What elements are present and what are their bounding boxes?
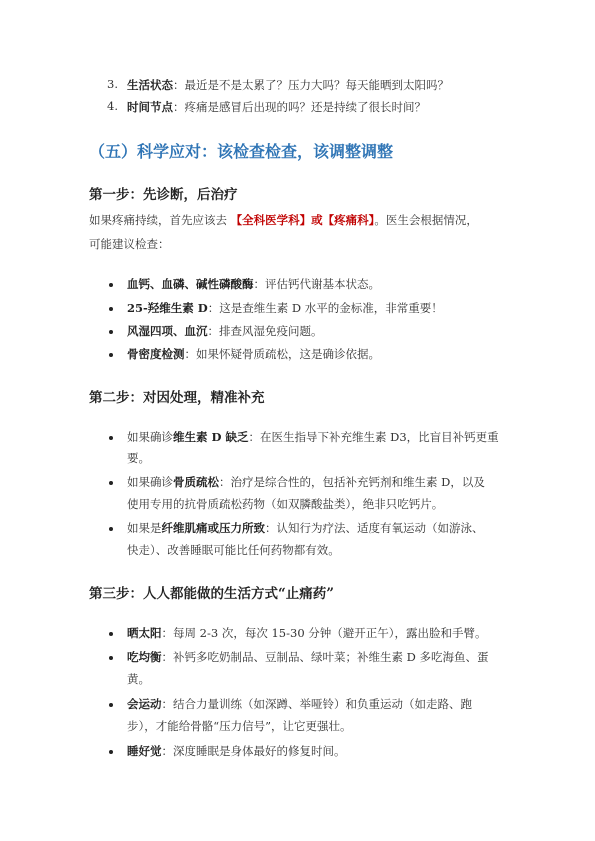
list-item-text: ：治疗是综合性的，包括补充钙剂和维生素 D，以及 [219,475,485,489]
list-item-continuation: 要。 [127,451,150,465]
list-item-text: ：如果怀疑骨质疏松，这是确诊依据。 [184,347,380,361]
step1-intro-text: 如果疼痛持续，首先应该去 [89,213,231,227]
bullet-icon [109,703,113,707]
list-item-continuation: 步），才能给骨骼“压力信号”，让它更强壮。 [127,719,352,733]
list-item-label: 纤维肌痛或压力所致 [161,521,265,535]
step1-intro [89,212,478,228]
list-item-continuation: 黄。 [127,672,150,686]
list-item-text: ：最近是不是太累了？压力大吗？每天能晒到太阳吗？ [173,78,449,92]
list-item [127,99,426,115]
section-title: （五）科学应对：该检查检查，该调整调整 [89,142,394,161]
list-item-prefix: 如果是 [127,521,162,535]
list-item-label: 吃均衡 [127,650,162,664]
list-number: 4. [107,99,118,113]
list-item-text: ：认知行为疗法、适度有氧运动（如游泳、 [265,521,484,535]
list-item [127,625,487,641]
list-item-text: ：结合力量训练（如深蹲、举哑铃）和负重运动（如走路、跑 [161,697,472,711]
list-item-text: ：评估钙代谢基本状态。 [253,277,380,291]
step3-heading: 第三步：人人都能做的生活方式“止痛药” [89,586,335,602]
list-item-label: 骨质疏松 [173,475,219,489]
step1-intro-text-end: 。医生会根据情况， [374,213,478,227]
list-item-prefix: 如果确诊 [127,430,173,444]
list-item [127,346,380,362]
list-item [127,474,485,490]
bullet-icon [109,527,113,531]
list-item-label: 时间节点 [127,100,173,114]
list-item-prefix: 如果确诊 [127,475,173,489]
bullet-icon [109,436,113,440]
list-item-text: ：在医生指导下补充维生素 D3，比盲目补钙更重 [248,430,499,444]
list-item [127,77,449,93]
list-item-text: ：每周 2-3 次，每次 15-30 分钟（避开正午），露出脸和手臂。 [161,626,487,640]
list-item-label: 25-羟维生素 D [127,301,208,315]
step1-intro-line2: 可能建议检查： [89,237,170,251]
list-item-label: 骨密度检测 [127,347,185,361]
list-item-label: 生活状态 [127,78,173,92]
bullet-icon [109,632,113,636]
list-item [127,300,443,316]
list-item [127,649,489,665]
list-item-label: 维生素 D 缺乏 [173,430,249,444]
list-number: 3. [107,77,118,91]
bullet-icon [109,330,113,334]
list-item-continuation: 快走）、改善睡眠可能比任何药物都有效。 [127,543,340,557]
list-item-label: 晒太阳 [127,626,162,640]
list-item [127,520,484,536]
list-item [127,696,472,712]
list-item-text: ：补钙多吃奶制品、豆制品、绿叶菜；补维生素 D 多吃海鱼、蛋 [161,650,489,664]
bullet-icon [109,481,113,485]
list-item-text: ：排查风湿免疫问题。 [207,324,323,338]
step1-heading: 第一步：先诊断，后治疗 [89,187,238,203]
list-item-text: ：深度睡眠是身体最好的修复时间。 [161,744,346,758]
step2-heading: 第二步：对因处理，精准补充 [89,390,265,406]
list-item-text: ：疼痛是感冒后出现的吗？还是持续了很长时间？ [173,100,426,114]
list-item [127,323,323,339]
list-item-label: 睡好觉 [127,744,162,758]
bullet-icon [109,307,113,311]
list-item [127,743,346,759]
department-highlight: 【全科医学科】或【疼痛科】 [230,213,375,227]
list-item-label: 血钙、血磷、碱性磷酸酶 [127,277,254,291]
list-item-text: ：这是查维生素 D 水平的金标准，非常重要！ [207,301,443,315]
bullet-icon [109,750,113,754]
list-item-continuation: 使用专用的抗骨质疏松药物（如双膦酸盐类），绝非只吃钙片。 [127,497,444,511]
list-item [127,276,380,292]
bullet-icon [109,283,113,287]
bullet-icon [109,353,113,357]
list-item [127,429,499,445]
list-item-label: 风湿四项、血沉 [127,324,208,338]
list-item-label: 会运动 [127,697,162,711]
bullet-icon [109,656,113,660]
